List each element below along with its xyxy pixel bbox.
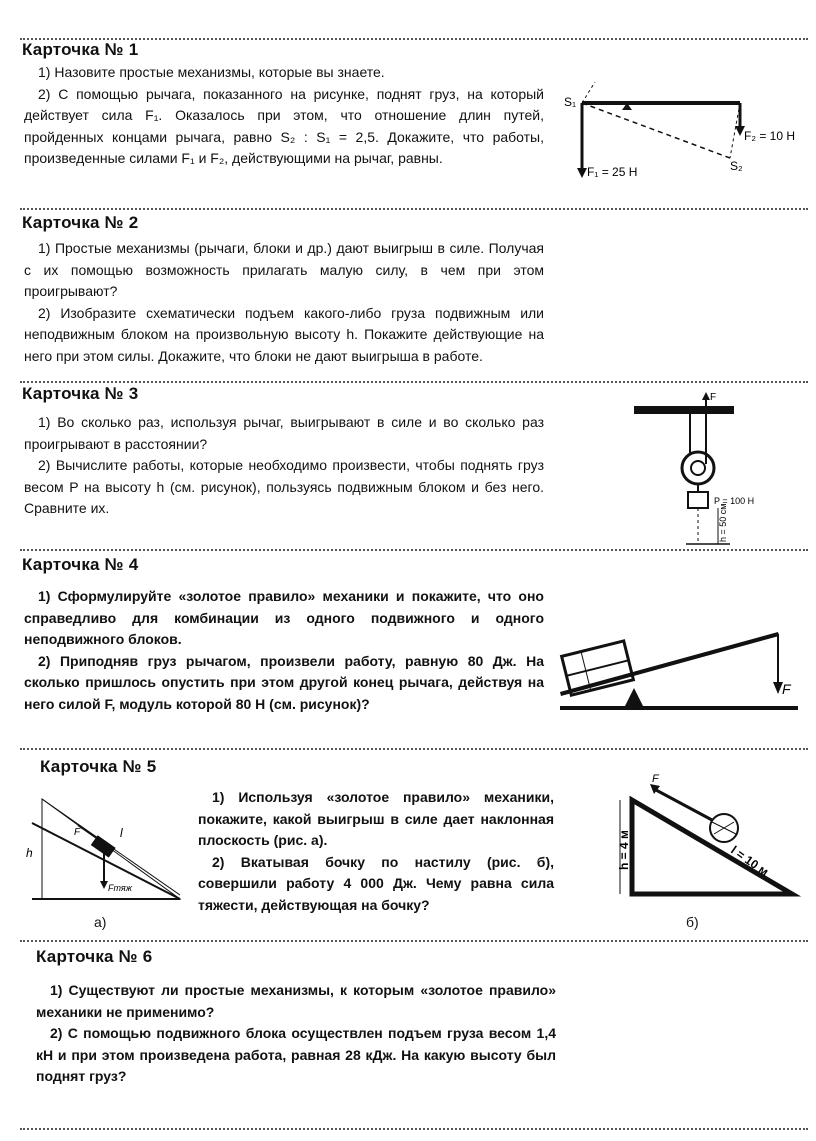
- f2-label: F₂ = 10 H: [744, 129, 796, 143]
- card-separator: [20, 381, 808, 383]
- l-label: l = 10 м: [728, 842, 772, 879]
- question-1: 1) Во сколько раз, используя рычаг, выигрывают в силе и во сколько раз проигрывают в расстоянии?: [24, 414, 544, 452]
- l-label: l: [120, 826, 123, 840]
- card-title: Карточка № 5: [40, 757, 157, 776]
- card-title: Карточка № 6: [36, 947, 153, 966]
- question-2: 2) С помощью подвижного блока осуществлен подъем груза весом 1,4 кН и при этом произведена работа, равная 28 кДж. На какую высоту был поднят груз?: [36, 1025, 556, 1084]
- p-label: P = 100 H: [714, 496, 755, 506]
- card-title: Карточка № 3: [22, 384, 139, 403]
- lever-box-diagram: [558, 622, 803, 717]
- question-2: 2) Изобразите схематически подъем какого-либо груза подвижным или неподвижным блоком на произвольную высоту h. Покажите действующие на него при этом силы. Докажите, что блоки не дают выигрыша в работе.: [24, 304, 544, 364]
- card-text: [24, 586, 544, 715]
- question-1: 1) Сформулируйте «золотое правило» механики и покажите, что оно справедливо для комбинации из одного подвижного и одного неподвижного блоков.: [24, 588, 544, 647]
- s2-label: S₂: [730, 159, 743, 173]
- card-text: [24, 412, 544, 520]
- card-separator: [20, 1128, 808, 1130]
- ft-label: Fтяж: [108, 883, 132, 893]
- question-2: 2) Вычислите работы, которые необходимо произвести, чтобы поднять груз весом P на высоту h (см. рисунок), пользуясь подвижным блоком и без него. Сравните их.: [24, 457, 544, 516]
- f-label: F: [710, 392, 717, 403]
- pulley-diagram: [630, 392, 760, 547]
- inclined-plane-a-diagram: [20, 795, 190, 915]
- card-separator: [20, 208, 808, 210]
- card-title: Карточка № 1: [22, 40, 139, 59]
- card-title: Карточка № 2: [22, 213, 139, 232]
- h-label: h = 4 м: [617, 830, 631, 870]
- inclined-plane-b-diagram: [612, 770, 802, 910]
- question-2: 2) Вкатывая бочку по настилу (рис. б), совершили работу 4 000 Дж. Чему равна сила тяжести, действующая на бочку?: [198, 853, 554, 913]
- card-title: Карточка № 4: [22, 555, 139, 574]
- h-label: h: [26, 846, 33, 860]
- s1-label: S₁: [564, 95, 577, 109]
- card-text: [24, 238, 544, 367]
- caption-a: а): [94, 914, 107, 930]
- question-1: 1) Используя «золотое правило» механики, покажите, какой выигрыш в силе дает наклонная плоскость (рис. а).: [198, 789, 554, 848]
- question-1: 1) Простые механизмы (рычаги, блоки и др.) дают выигрыш в силе. Получая с их помощью возможность прилагать малую силу, в чем при этом проигрывают?: [24, 240, 544, 299]
- card-text: [24, 62, 544, 170]
- question-2: 2) Приподняв груз рычагом, произвели работу, равную 80 Дж. На сколько пришлось опустить при этом другой конец рычага, действуя на него силой F, модуль которой 80 Н (см. рисунок)?: [24, 652, 544, 712]
- f-label: F: [74, 827, 81, 838]
- question-2: 2) С помощью рычага, показанного на рисунке, поднят груз, на который действует сила F₁. Оказалось при этом, что отношение длин путей, пройденных концами рычага, равно S₂ : S₁ = 2,5. Докажите, что работы, произведенные силами F₁ и F₂, действующими на рычаг, равны.: [24, 85, 544, 166]
- card-text: [198, 787, 554, 916]
- lever-diagram: [560, 70, 800, 190]
- f-label: F: [782, 681, 791, 697]
- f1-label: F₁ = 25 H: [587, 165, 638, 179]
- question-1: 1) Существуют ли простые механизмы, к которым «золотое правило» механики не применимо?: [36, 982, 556, 1020]
- question-1: 1) Назовите простые механизмы, которые вы знаете.: [38, 64, 385, 80]
- card-separator: [20, 549, 808, 551]
- card-separator: [20, 940, 808, 942]
- h-label: h = 50 см: [718, 503, 728, 542]
- card-text: [36, 980, 556, 1088]
- f-label: F: [652, 773, 659, 785]
- card-separator: [20, 748, 808, 750]
- caption-b: б): [686, 914, 699, 930]
